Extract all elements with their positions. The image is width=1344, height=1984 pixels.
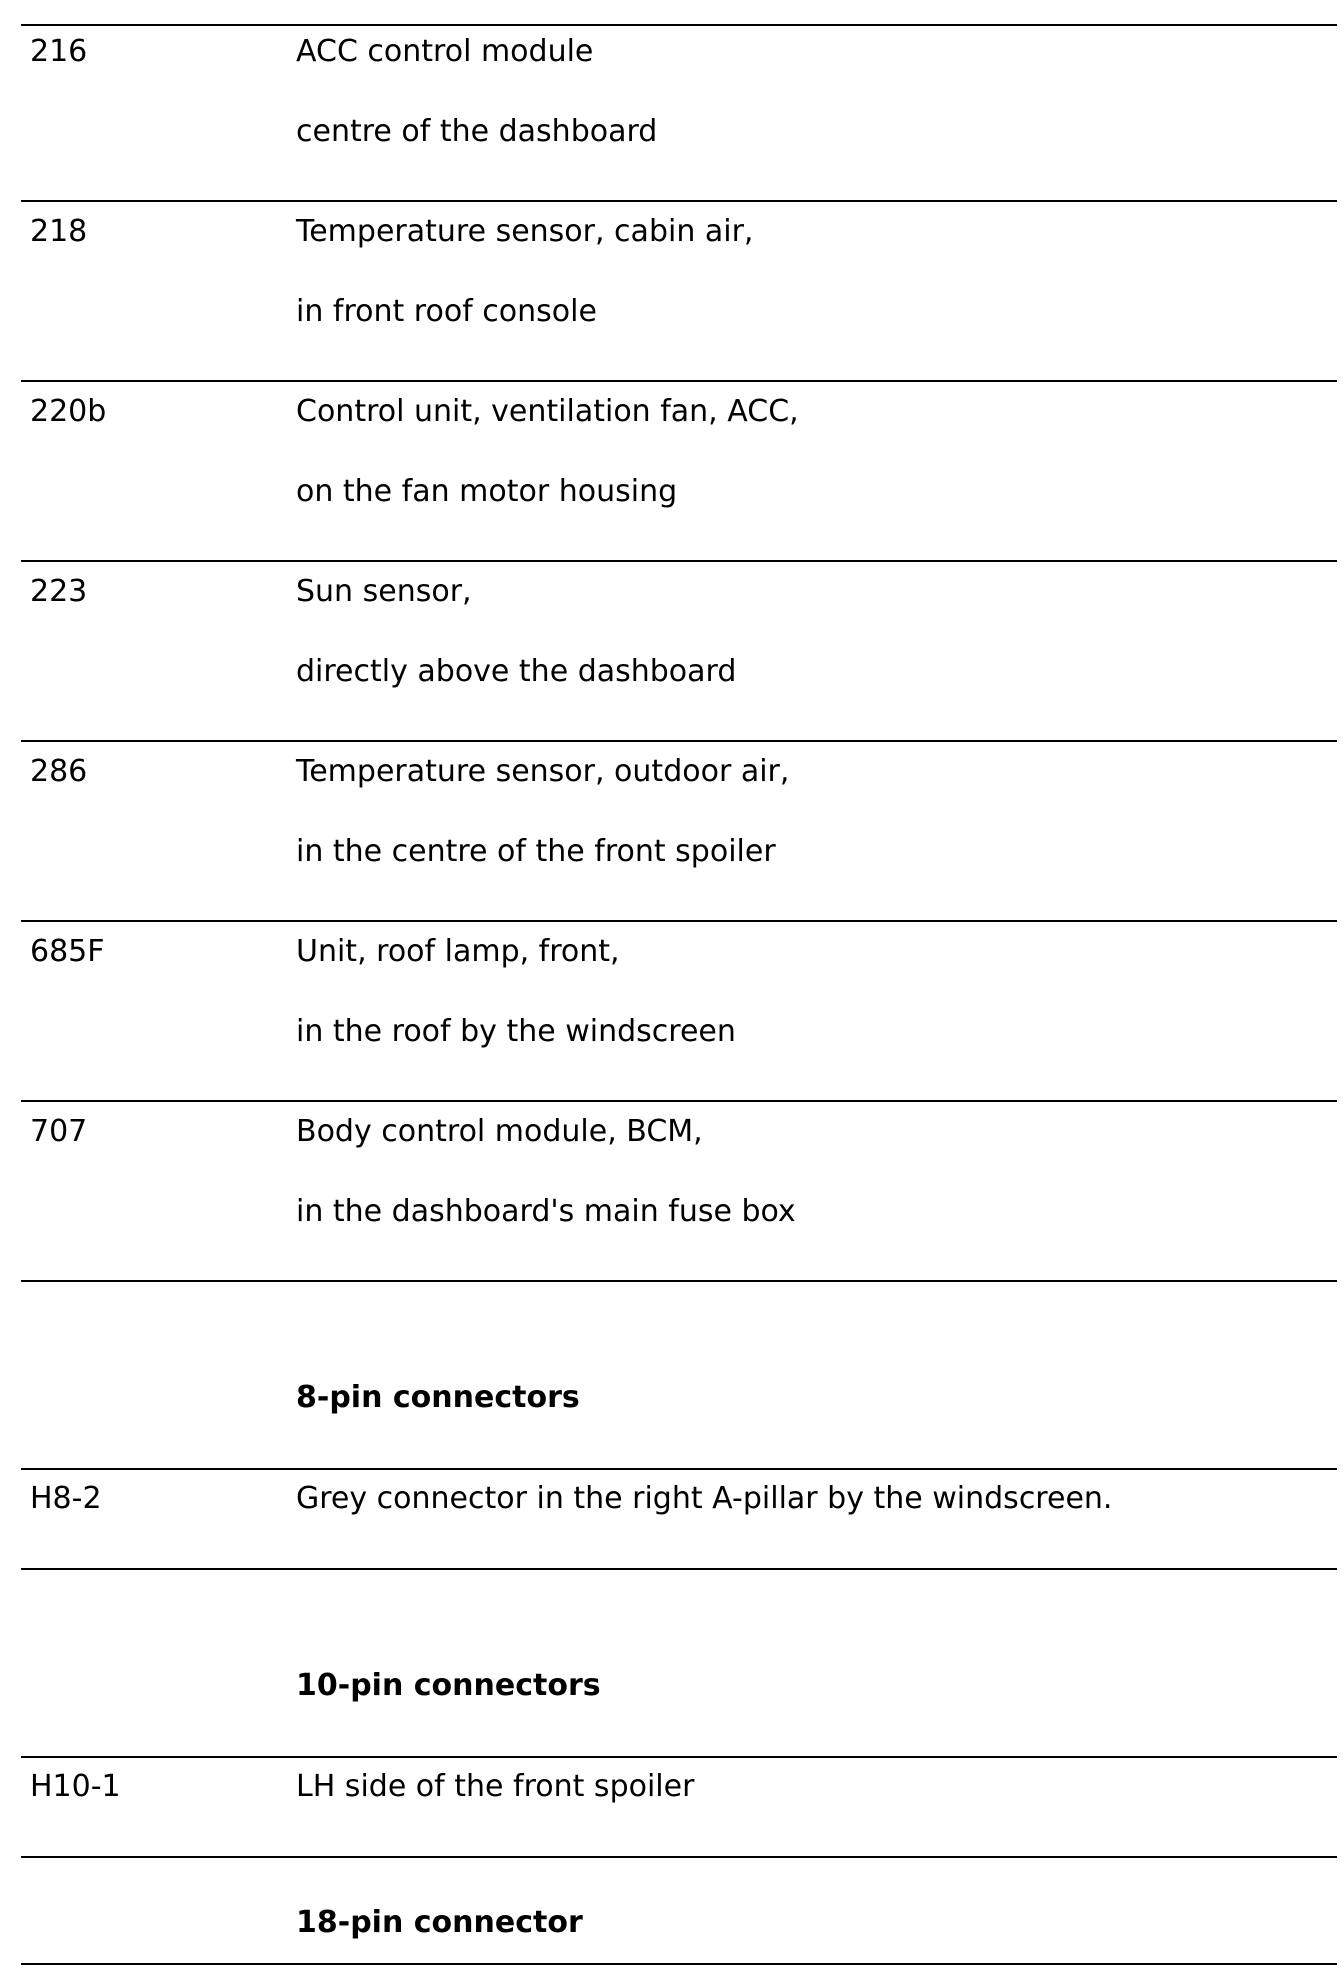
connector-description: LH side of the front spoiler (296, 1769, 695, 1804)
component-code: 216 (30, 34, 88, 69)
component-location: directly above the dashboard (296, 654, 737, 689)
section-heading: 8-pin connectors (296, 1380, 580, 1415)
table-rule (21, 740, 1337, 742)
table-rule (21, 1100, 1337, 1102)
component-description: Control unit, ventilation fan, ACC, (296, 394, 799, 429)
table-rule (21, 1856, 1337, 1858)
connector-description: Grey connector in the right A-pillar by the windscreen. (296, 1481, 1113, 1516)
component-code: 286 (30, 754, 88, 789)
component-code: 223 (30, 574, 88, 609)
component-description: Body control module, BCM, (296, 1114, 703, 1149)
component-location: in the centre of the front spoiler (296, 834, 776, 869)
table-rule (21, 380, 1337, 382)
component-description: Unit, roof lamp, front, (296, 934, 620, 969)
section-heading: 18-pin connector (296, 1905, 583, 1940)
table-rule (21, 24, 1337, 26)
component-description: Temperature sensor, outdoor air, (296, 754, 790, 789)
component-code: 707 (30, 1114, 88, 1149)
component-code: 685F (30, 934, 105, 969)
table-rule (21, 1756, 1337, 1758)
component-description: Temperature sensor, cabin air, (296, 214, 754, 249)
component-description: Sun sensor, (296, 574, 472, 609)
connector-code: H8-2 (30, 1481, 102, 1516)
component-location: in the dashboard's main fuse box (296, 1194, 796, 1229)
table-rule (21, 1280, 1337, 1282)
table-rule (21, 1963, 1337, 1965)
table-rule (21, 920, 1337, 922)
component-location: in the roof by the windscreen (296, 1014, 736, 1049)
table-rule (21, 200, 1337, 202)
component-location: on the fan motor housing (296, 474, 678, 509)
table-rule (21, 1568, 1337, 1570)
component-description: ACC control module (296, 34, 594, 69)
connector-code: H10-1 (30, 1769, 121, 1804)
section-heading: 10-pin connectors (296, 1668, 601, 1703)
component-location: in front roof console (296, 294, 597, 329)
component-code: 220b (30, 394, 107, 429)
table-rule (21, 560, 1337, 562)
table-rule (21, 1468, 1337, 1470)
component-code: 218 (30, 214, 88, 249)
component-location: centre of the dashboard (296, 114, 658, 149)
